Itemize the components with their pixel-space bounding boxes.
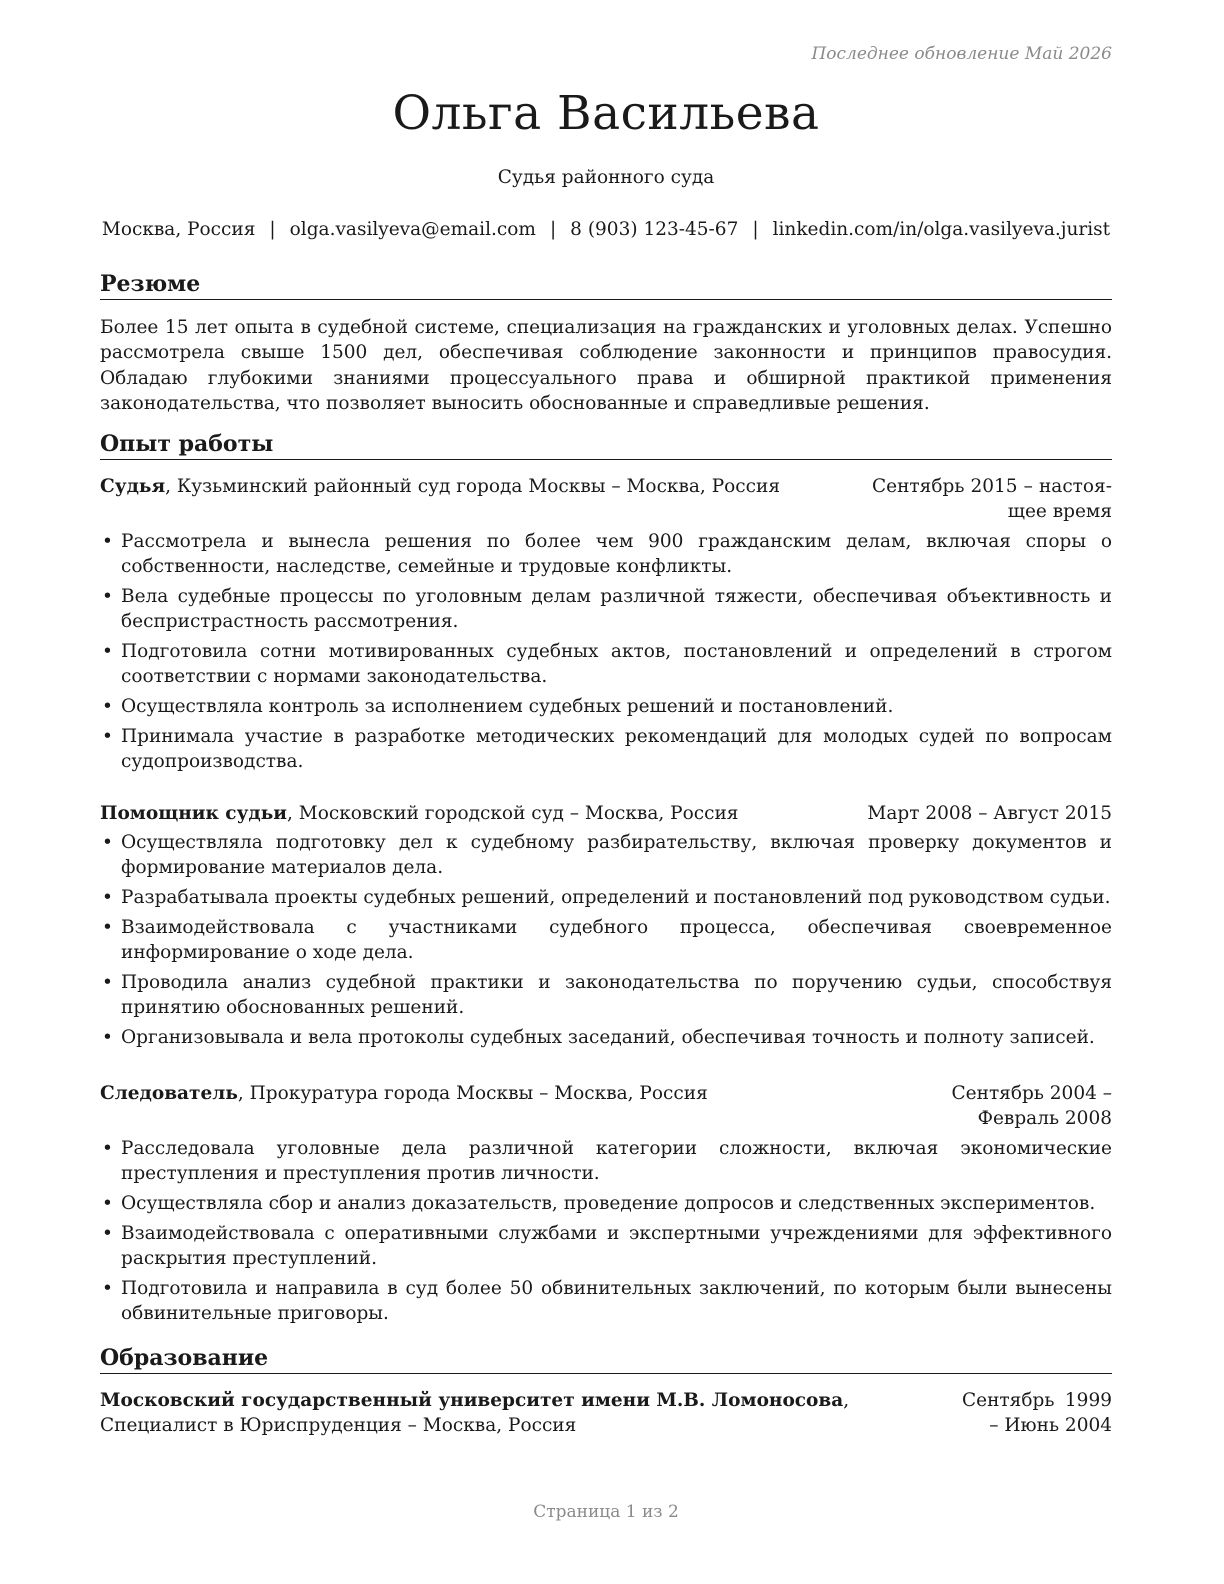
bullet-item: • Осуществляла сбор и анализ доказательств, проведение допросов и следственных экспериментов. — [100, 1191, 1112, 1216]
contact-separator: | — [549, 219, 557, 240]
bullet-item: • Осуществляла подготовку дел к судебному разбирательству, включая проверку документов и формирование материалов дела. — [100, 830, 1112, 881]
job-organization: , Прокуратура города Москвы – Москва, Россия — [237, 1083, 708, 1104]
bullet-item: • Проводила анализ судебной практики и законодательства по поручению судьи, способствуя принятию обоснованных решений. — [100, 970, 1112, 1021]
job-role: Следователь — [100, 1083, 238, 1104]
section-heading-education: Образование — [100, 1344, 1112, 1374]
bullet-item: • Подготовила и направила в суд более 50 обвинительных заключений, по которым были вынесены обвинительные приговоры. — [100, 1276, 1112, 1327]
job-organization: , Московский городской суд – Москва, Россия — [287, 803, 739, 824]
contact-separator: | — [752, 219, 759, 240]
bullet-item: • Расследовала уголовные дела различной категории сложности, включая экономические преступления и преступления против личности. — [100, 1136, 1112, 1187]
bullet-item: • Взаимодействовала с участниками судебного процесса, обеспечивая своевременное информирование о ходе дела. — [100, 915, 1112, 966]
job-title-line — [100, 801, 738, 826]
contact-location: Москва, Россия — [101, 219, 256, 240]
job-dates: Март 2008 – Август 2015 — [867, 803, 1112, 824]
education-institution: Московский государственный университет имени М.В. Ломоносова — [100, 1390, 844, 1411]
page-number: Страница 1 из 2 — [533, 1502, 679, 1522]
contact-email[interactable]: olga.vasilyeva@email.com — [289, 219, 536, 240]
bullet-item: • Принимала участие в разработке методических рекомендаций для молодых судей по вопросам судопроизводства. — [100, 724, 1112, 775]
education-dates: Сентябрь 1999 – Июнь 2004 — [962, 1390, 1112, 1436]
education-title-line — [100, 1388, 875, 1438]
job-organization: , Кузьминский районный суд города Москвы – Москва, Россия — [165, 476, 781, 497]
bullet-item: • Осуществляла контроль за исполнением судебных решений и постановлений. — [100, 694, 1112, 719]
job-bullets — [100, 529, 1112, 779]
resume-page — [100, 0, 1112, 1584]
job-bullets — [100, 1136, 1112, 1331]
bullet-item: • Разрабатывала проекты судебных решений, определений и постановлений под руководством судьи. — [100, 885, 1112, 910]
contact-phone[interactable]: 8 (903) 123-45-67 — [570, 219, 739, 240]
last-updated: Последнее обновление Май 2026 — [811, 44, 1112, 64]
job-dates: Сентябрь 2004 – Февраль 2008 — [951, 1083, 1112, 1129]
bullet-item: • Организовывала и вела протоколы судебных заседаний, обеспечивая точность и полноту записей. — [100, 1025, 1112, 1050]
candidate-name: Ольга Васильева — [392, 86, 820, 141]
contact-separator: | — [269, 219, 276, 240]
contact-linkedin[interactable]: linkedin.com/in/olga.vasilyeva.jurist — [772, 219, 1111, 240]
bullet-item: • Рассмотрела и вынесла решения по более чем 900 гражданским делам, включая споры о собственности, наследстве, семейные и трудовые конфликты. — [100, 529, 1112, 580]
contact-line — [100, 219, 1112, 240]
section-heading-experience: Опыт работы — [100, 430, 1112, 460]
bullet-item: • Взаимодействовала с оперативными службами и экспертными учреждениями для эффективного раскрытия преступлений. — [100, 1221, 1112, 1272]
education-degree: , Специалист в Юриспруденция – Москва, Россия — [100, 1390, 850, 1436]
job-role: Судья — [100, 476, 166, 497]
summary-text: Более 15 лет опыта в судебной системе, специализация на гражданских и уголовных делах. Успешно рассмотрела свыше 1500 дел, обеспечивая соблюдение законности и принципов правосудия. Обладаю глубокими знаниями процессуального права и обширной практикой применения законодательства, что позволяет выносить обоснованные и справедливые решения. — [100, 317, 1112, 414]
job-role: Помощник судьи — [100, 803, 288, 824]
job-title-line — [100, 474, 780, 499]
bullet-item: • Вела судебные процессы по уголовным делам различной тяжести, обеспечивая объективность и беспристрастность рассмотрения. — [100, 584, 1112, 635]
bullet-item: • Подготовила сотни мотивированных судебных актов, постановлений и определений в строгом соответствии с нормами законодательства. — [100, 639, 1112, 690]
section-heading-summary: Резюме — [100, 270, 1112, 300]
job-bullets — [100, 830, 1112, 1055]
candidate-title: Судья районного суда — [497, 167, 715, 188]
job-title-line — [100, 1081, 708, 1106]
job-dates: Сентябрь 2015 – настоящее время — [872, 476, 1112, 522]
